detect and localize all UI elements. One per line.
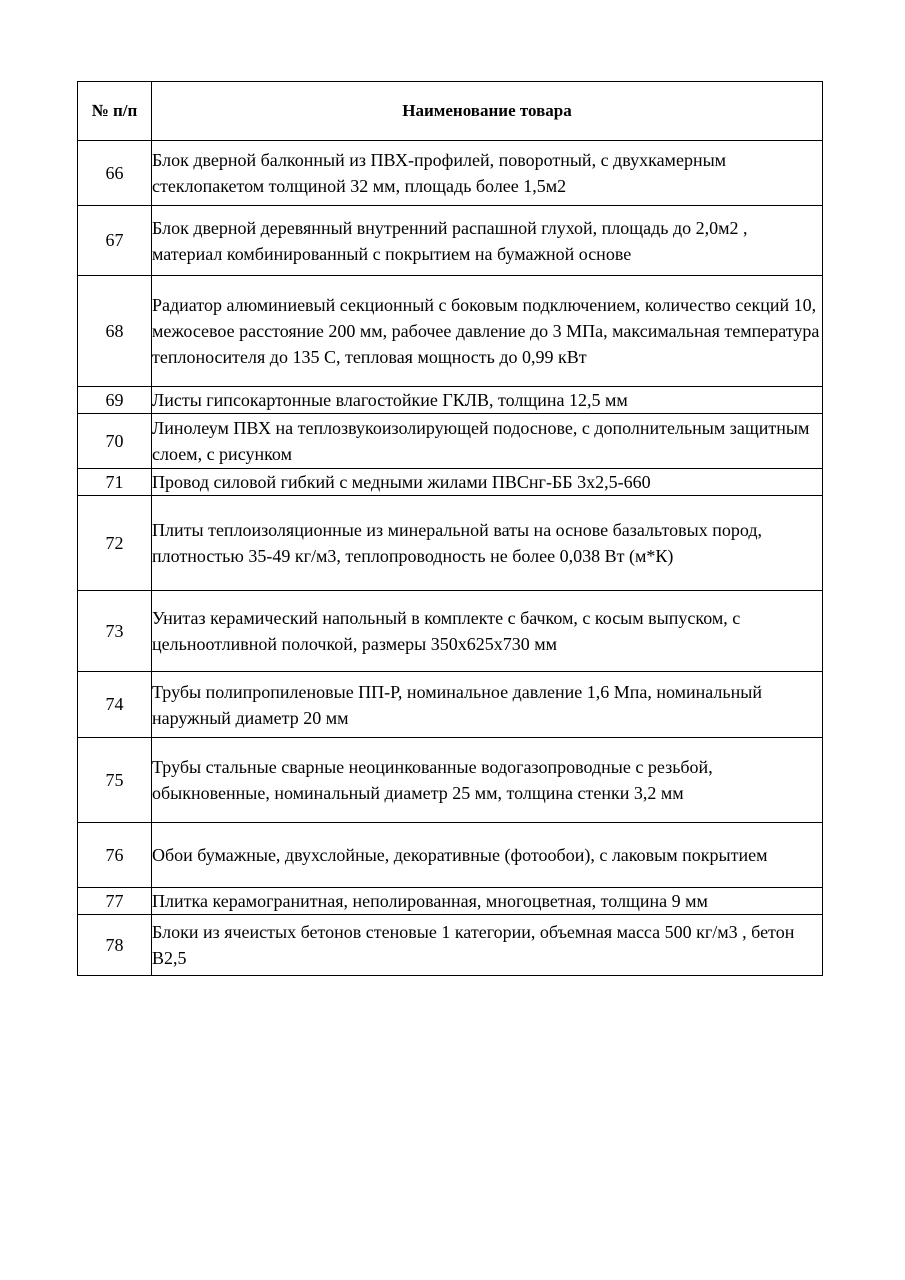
row-name: Обои бумажные, двухслойные, декоративные (фотообои), с лаковым покрытием: [152, 823, 823, 888]
row-num: 72: [78, 496, 152, 591]
table-row: [78, 888, 823, 915]
row-num: 68: [78, 276, 152, 387]
row-num: 78: [78, 915, 152, 976]
table-row: [78, 591, 823, 672]
header-name: Наименование товара: [152, 82, 823, 141]
row-num: 67: [78, 206, 152, 276]
row-name: Блоки из ячеистых бетонов стеновые 1 категории, объемная масса 500 кг/м3 , бетон В2,5: [152, 915, 823, 976]
table-row: [78, 276, 823, 387]
row-num: 71: [78, 469, 152, 496]
table-row: [78, 496, 823, 591]
row-name: Плиты теплоизоляционные из минеральной ваты на основе базальтовых пород, плотностью 35-49 кг/м3, теплопроводность не более 0,038 Вт (м*К): [152, 496, 823, 591]
header-num: № п/п: [78, 82, 152, 141]
row-name: Провод силовой гибкий с медными жилами ПВСнг-ББ 3х2,5-660: [152, 469, 823, 496]
row-name: Трубы стальные сварные неоцинкованные водогазопроводные с резьбой, обыкновенные, номинальный диаметр 25 мм, толщина стенки 3,2 мм: [152, 738, 823, 823]
table-row: [78, 206, 823, 276]
row-num: 76: [78, 823, 152, 888]
row-num: 70: [78, 414, 152, 469]
table-row: [78, 141, 823, 206]
row-num: 66: [78, 141, 152, 206]
row-name: Листы гипсокартонные влагостойкие ГКЛВ, толщина 12,5 мм: [152, 387, 823, 414]
row-num: 74: [78, 672, 152, 738]
row-name: Блок дверной балконный из ПВХ-профилей, поворотный, с двухкамерным стеклопакетом толщиной 32 мм, площадь более 1,5м2: [152, 141, 823, 206]
table-row: [78, 672, 823, 738]
row-name: Блок дверной деревянный внутренний распашной глухой, площадь до 2,0м2 , материал комбинированный с покрытием на бумажной основе: [152, 206, 823, 276]
row-num: 73: [78, 591, 152, 672]
row-name: Линолеум ПВХ на теплозвукоизолирующей подоснове, с дополнительным защитным слоем, с рисунком: [152, 414, 823, 469]
table-row: [78, 823, 823, 888]
row-name: Радиатор алюминиевый секционный с боковым подключением, количество секций 10, межосевое расстояние 200 мм, рабочее давление до 3 МПа, максимальная температура теплоносителя до 135 С, тепловая мощность до 0,99 кВт: [152, 276, 823, 387]
table-row: [78, 414, 823, 469]
row-name: Трубы полипропиленовые ПП-Р, номинальное давление 1,6 Мпа, номинальный наружный диаметр 20 мм: [152, 672, 823, 738]
row-name: Плитка керамогранитная, неполированная, многоцветная, толщина 9 мм: [152, 888, 823, 915]
table-header-row: [78, 82, 823, 141]
table-row: [78, 738, 823, 823]
table-row: [78, 915, 823, 976]
row-name: Унитаз керамический напольный в комплекте с бачком, с косым выпуском, с цельноотливной полочкой, размеры 350х625х730 мм: [152, 591, 823, 672]
row-num: 75: [78, 738, 152, 823]
row-num: 77: [78, 888, 152, 915]
table-row: [78, 387, 823, 414]
row-num: 69: [78, 387, 152, 414]
goods-table: [77, 81, 823, 976]
table-row: [78, 469, 823, 496]
